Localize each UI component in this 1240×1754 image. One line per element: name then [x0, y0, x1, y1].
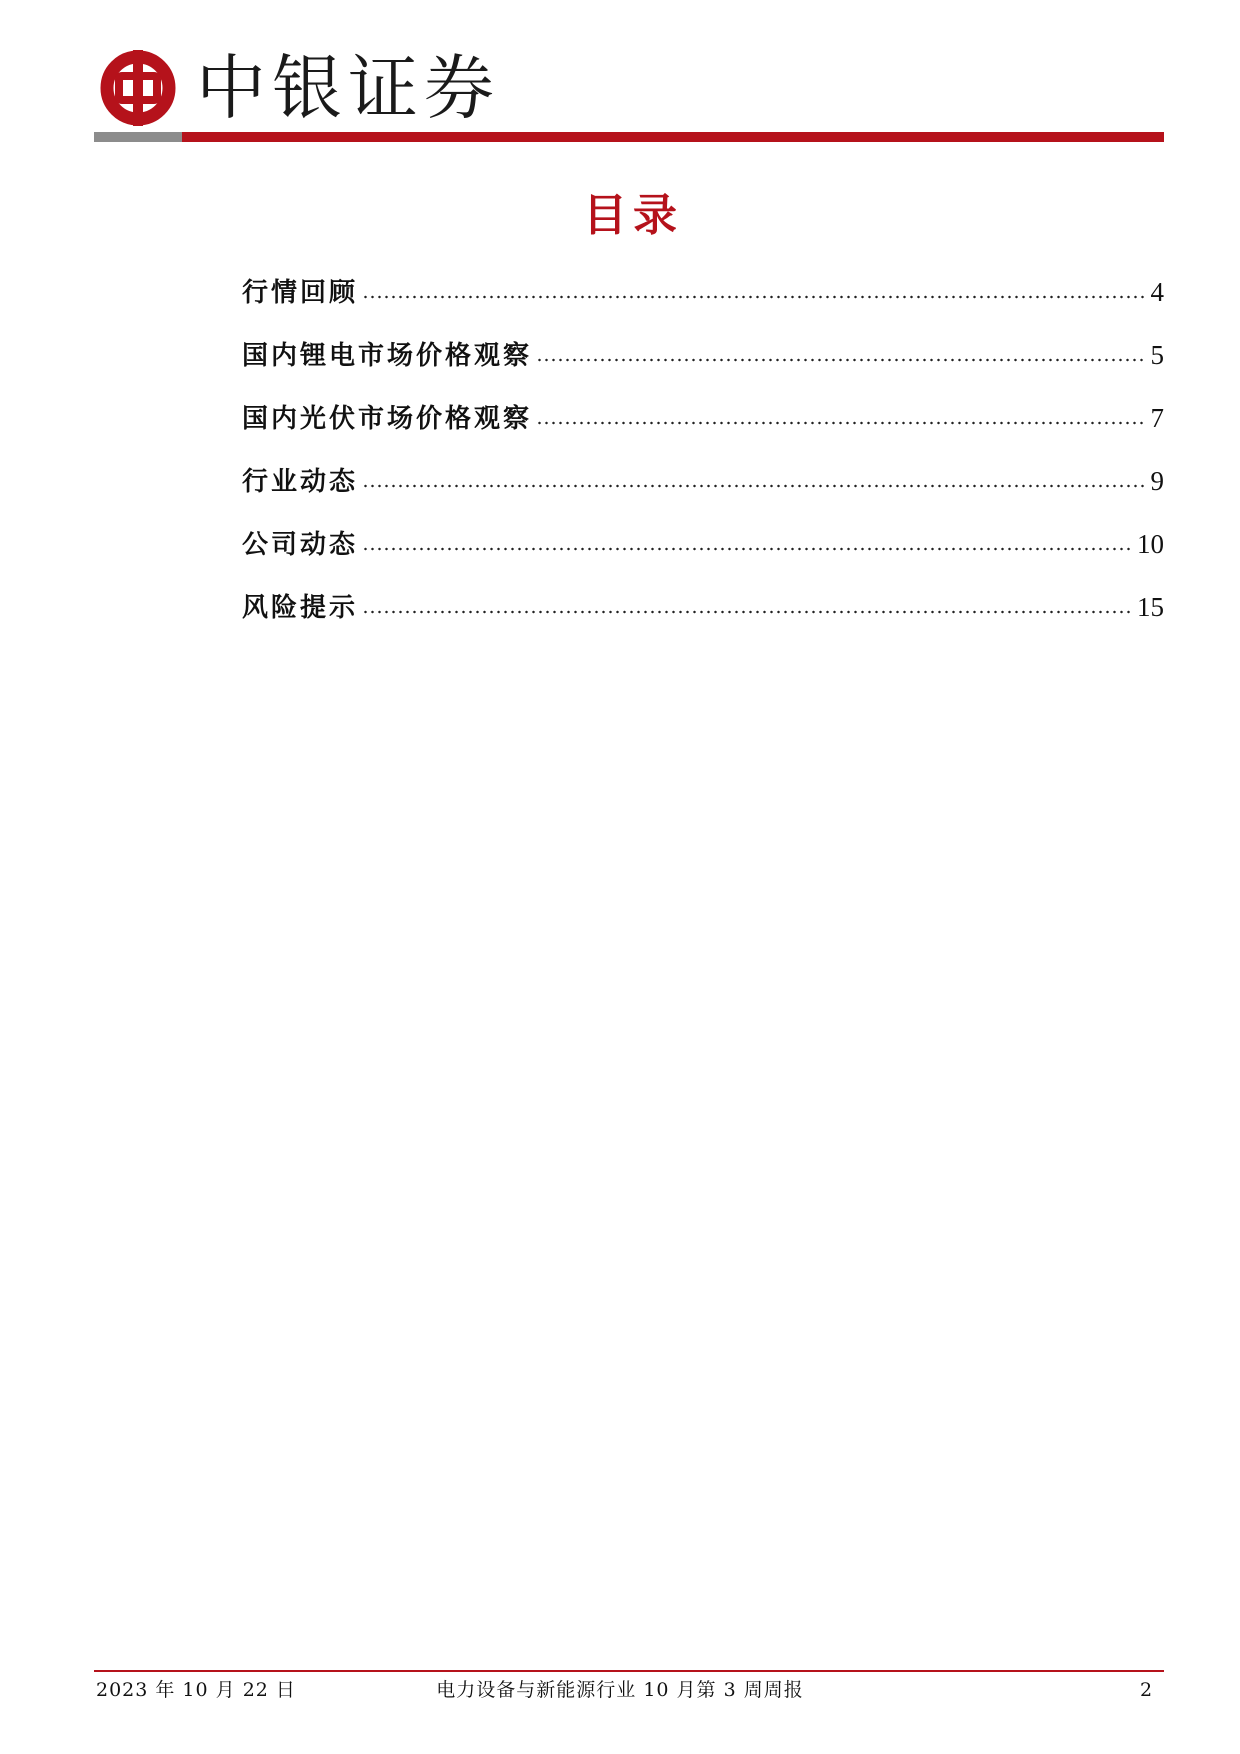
toc-dot-leader — [536, 420, 1146, 426]
toc-dot-leader — [536, 357, 1146, 363]
page-header — [0, 0, 1240, 150]
toc-entry-lithium-prices[interactable] — [242, 333, 1164, 396]
header-rule-gray — [94, 132, 182, 142]
toc-entry-page: 5 — [1150, 340, 1164, 370]
toc-entry-company-news[interactable] — [242, 522, 1164, 585]
toc-dot-leader — [362, 483, 1146, 489]
toc-entry-market-review[interactable] — [242, 270, 1164, 333]
toc-entry-pv-prices[interactable] — [242, 396, 1164, 459]
toc-entry-label: 风险提示 — [242, 593, 359, 623]
toc-entry-page: 9 — [1150, 466, 1164, 496]
brand-name: 中银证券 — [196, 47, 500, 129]
footer-report-title: 电力设备与新能源行业 10 月第 3 周周报 — [436, 1679, 804, 1701]
toc-entry-page: 7 — [1150, 403, 1164, 433]
toc-entry-industry-news[interactable] — [242, 459, 1164, 522]
toc-entry-label: 公司动态 — [242, 530, 359, 560]
toc-entry-page: 10 — [1137, 529, 1164, 559]
toc-entry-label: 国内光伏市场价格观察 — [242, 404, 533, 434]
toc-entry-label: 国内锂电市场价格观察 — [242, 341, 533, 371]
toc-entry-label: 行业动态 — [242, 467, 359, 497]
footer-date: 2023 年 10 月 22 日 — [96, 1679, 296, 1701]
toc-dot-leader — [362, 546, 1133, 552]
footer-rule — [94, 1670, 1164, 1672]
bank-of-china-logo-icon — [98, 48, 178, 128]
toc-entry-page: 4 — [1150, 277, 1164, 307]
toc-dot-leader — [362, 294, 1146, 300]
toc-title: 目录 — [583, 190, 683, 241]
header-rule-red — [182, 132, 1164, 142]
toc-entry-page: 15 — [1137, 592, 1164, 622]
table-of-contents — [242, 270, 1164, 648]
toc-entry-label: 行情回顾 — [242, 278, 359, 308]
toc-dot-leader — [362, 609, 1133, 615]
toc-entry-risk-warning[interactable] — [242, 585, 1164, 648]
footer-page-number: 2 — [1140, 1679, 1153, 1701]
